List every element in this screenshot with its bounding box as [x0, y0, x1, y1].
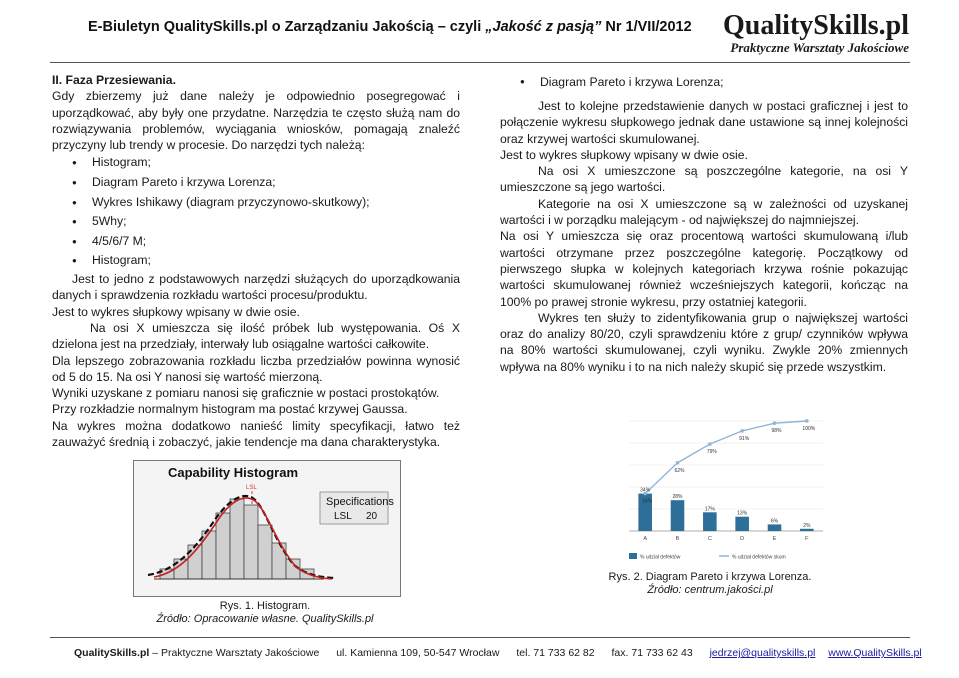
header-divider	[50, 62, 910, 63]
figure2-title: Rys. 2. Diagram Pareto i krzywa Lorenza.	[608, 571, 812, 583]
category-tick-label: C	[707, 536, 712, 542]
page-footer	[74, 647, 932, 659]
cumulative-value-label: 98%	[771, 428, 782, 435]
footer-brand-group	[74, 647, 319, 659]
paragraph: Kategorie na osi X umieszczone są w zależności od uzyskanej wartości i w porządku malejącym - od największej do najmniejszej.	[500, 196, 908, 228]
footer-brand-sub: – Praktyczne Warsztaty Jakościowe	[149, 647, 320, 659]
section-title: II. Faza Przesiewania.	[52, 73, 176, 87]
legend-bar-label: % udział defektów	[640, 554, 681, 561]
tool-item: ● 4/5/6/7 M;	[52, 232, 460, 252]
pareto-svg	[617, 413, 829, 565]
paragraph: Na osi X umieszczone są poszczególne kategorie, na osi Y umieszczone są jego wartości.	[500, 164, 908, 195]
tools-list	[52, 153, 460, 271]
paragraph: Wyniki uzyskane z pomiaru nanosi się graficznie w postaci prostokątów.	[52, 386, 440, 401]
brand-subtitle: Praktyczne Warsztaty Jakościowe	[730, 40, 909, 55]
lsl-label: LSL	[246, 485, 257, 491]
pareto-chart	[617, 413, 829, 565]
footer-divider	[50, 637, 910, 638]
figure2-caption	[590, 571, 830, 597]
histogram-figure	[133, 460, 401, 597]
histogram-title: Capability Histogram	[168, 465, 299, 480]
tool-item: ● Histogram;	[52, 251, 460, 271]
figure1-source-text: Źródło: Opracowanie własne. QualitySkills.pl	[156, 613, 374, 625]
paragraph: Na osi X umieszcza się ilość próbek lub występowania. Oś X dzielona jest na przedziały, interwały lub osiągalne wartości całkowite.	[52, 320, 460, 352]
page-header	[0, 0, 959, 62]
cumulative-point	[676, 461, 679, 464]
cumulative-point	[708, 443, 711, 446]
figure2-source-text: Źródło: centrum.jakości.pl	[647, 584, 773, 596]
cumulative-point	[805, 419, 808, 422]
footer-web-link[interactable]: www.QualitySkills.pl	[828, 647, 922, 659]
brand-logo: QualitySkills.pl	[723, 10, 909, 41]
title-italic: „Jakość z pasją”	[485, 19, 602, 35]
footer-address: ul. Kamienna 109, 50-547 Wrocław	[336, 647, 500, 659]
pareto-bar	[735, 517, 749, 531]
histogram-graphic	[134, 461, 401, 597]
cumulative-value-label: 91%	[739, 435, 750, 442]
footer-fax: fax. 71 733 62 43	[611, 647, 693, 659]
paragraph: Jest to wykres słupkowy wpisany w dwie osie.	[500, 147, 748, 162]
figure1-title: Rys. 1. Histogram.	[219, 600, 311, 612]
paragraph: Na wykres można dodatkowo nanieść limity specyfikacji, łatwo też zauważyć średnią i zobaczyć, jakie tendencje ma dana charakterystyka.	[52, 418, 460, 450]
title-suffix: Nr 1/VII/2012	[601, 19, 692, 35]
tool-item: ● Wykres Ishikawy (diagram przyczynowo-skutkowy);	[52, 193, 460, 213]
hist-bar	[244, 505, 258, 579]
category-tick-label: E	[772, 536, 777, 542]
tool-item: ● Diagram Pareto i krzywa Lorenza;	[52, 173, 460, 193]
hist-bar	[202, 531, 216, 579]
paragraph: Na osi Y umieszcza się oraz procentową wartości skumulowaną i/lub wartości otrzymane przez poszczególne kategorię. Początkowy od pierwszego słupka w kolejnych kategoriach krzywa rośnie pokazując wartości skumulowanej również wcześniejszych kategorii, kończąc na 100% po prawej stronie wykresu, przy ostatniej kategorii.	[500, 229, 908, 309]
tool-item: ● Histogram;	[52, 153, 460, 173]
bar-value-label: 34%	[640, 487, 651, 494]
figure1-source	[150, 613, 380, 626]
category-tick-label: A	[643, 536, 648, 542]
figure2-source	[590, 584, 830, 597]
footer-brand: QualitySkills.pl	[74, 647, 150, 659]
bar-value-label: 2%	[803, 522, 811, 529]
pareto-bar	[671, 500, 685, 531]
cumulative-point	[773, 422, 776, 425]
legend-line-label: % udział defektów skum	[732, 554, 786, 561]
hist-bar	[216, 513, 230, 579]
pareto-bullet-item: ● Diagram Pareto i krzywa Lorenza;	[500, 72, 908, 92]
left-column	[52, 72, 460, 450]
paragraph: Dla lepszego zobrazowania rozkładu liczba przedziałów powinna wynosić od 5 do 15. Na osi Y nanosi się wartość mierzoną.	[52, 353, 460, 384]
pareto-bar	[768, 524, 782, 531]
cumulative-value-label: 79%	[706, 449, 717, 456]
cumulative-value-label: 62%	[674, 467, 685, 474]
category-tick-label: D	[740, 536, 745, 542]
intro-text: Gdy zbierzemy już dane należy je odpowiednio posegregować i uporządkować, aby były one przydatne. Narzędzia te często służą nam do rozwiązywania problemów, wyciągania wniosków, pomagają znaleźć przyczyny lub trendy w procesie.	[52, 89, 460, 153]
title-prefix: E-Biuletyn QualitySkills.pl o Zarządzaniu Jakością – czyli	[88, 19, 486, 35]
intro-paragraph	[52, 88, 460, 153]
cumulative-point	[741, 429, 744, 432]
footer-email-link[interactable]: jedrzej@qualityskills.pl	[709, 647, 816, 659]
paragraph: Wykres ten służy to zidentyfikowania grup o największej wartości oraz do analizy 80/20, czyli sprawdzeniu które z grup/ czynników wpływa na 80% wartości skumulowanej, czyli wyniku. Zwykle 20% zmiennych wpływa na 80% wyniku i to na nich należy skupić się przede wszystkim.	[500, 310, 908, 374]
footer-tel: tel. 71 733 62 82	[516, 647, 595, 659]
bar-value-label: 28%	[672, 494, 683, 501]
intro-lead: Do narzędzi tych należą:	[228, 138, 365, 153]
legend-bar-swatch	[629, 553, 637, 559]
tool-item: ● 5Why;	[52, 212, 460, 232]
category-tick-label: B	[675, 536, 680, 542]
cumulative-value-label: 34%	[642, 498, 653, 505]
cumulative-value-label: 100%	[802, 426, 816, 432]
bar-value-label: 13%	[737, 510, 748, 517]
bar-value-label: 17%	[704, 506, 715, 513]
pareto-bullet	[500, 72, 908, 92]
right-column	[500, 72, 908, 375]
pareto-bar	[800, 529, 814, 531]
figure1-caption	[150, 600, 380, 626]
paragraph: Przy rozkładzie normalnym histogram ma postać krzywej Gaussa.	[52, 402, 408, 417]
category-tick-label: F	[805, 536, 809, 542]
bulletin-title	[88, 19, 692, 35]
pareto-bar	[703, 512, 717, 531]
hist-bar	[258, 525, 272, 579]
spec-key: LSL	[334, 511, 352, 522]
paragraph: Jest to jedno z podstawowych narzędzi służących do uporządkowania danych i sprawdzenia rozkładu wartości procesu/produktu.	[52, 272, 460, 303]
bar-value-label: 6%	[770, 518, 779, 525]
spec-title: Specifications	[326, 496, 394, 508]
spec-value: 20	[366, 511, 378, 522]
paragraph: Jest to kolejne przedstawienie danych w postaci graficznej i jest to połączenie wykresu słupkowego jednak dane ustawione są innej kolejności oraz krzywej wartości skumulowanej.	[500, 99, 908, 146]
hist-bar	[230, 499, 244, 579]
paragraph: Jest to wykres słupkowy wpisany w dwie osie.	[52, 304, 300, 319]
